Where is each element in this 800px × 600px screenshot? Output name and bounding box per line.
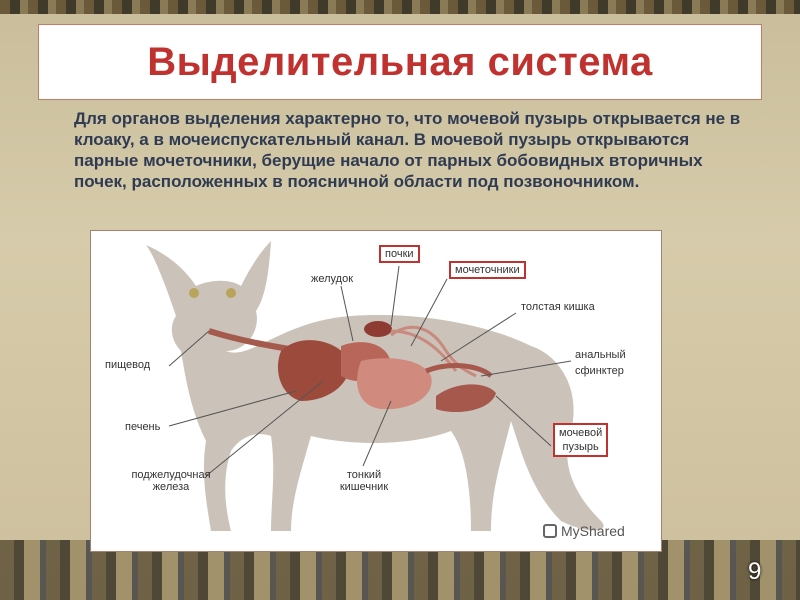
label-ureters: мочеточники — [449, 261, 526, 279]
label-small-intestine-1: тонкий — [346, 469, 382, 481]
description-paragraph: Для органов выделения характерно то, что мочевой пузырь открывается не в клоаку, а в мочеиспускательный канал. В мочевой пузырь открываются парные мочеточники, берущие начало от парных бобовидных вторичных почек, расположенных в поясничной области под позвоночником. — [74, 109, 741, 191]
label-anal-sphincter-1: анальный — [575, 349, 626, 361]
page-number: 9 — [748, 558, 762, 585]
label-stomach: желудок — [311, 273, 354, 285]
label-liver: печень — [125, 421, 161, 433]
label-small-intestine-2: кишечник — [339, 481, 389, 493]
title-box — [38, 24, 762, 100]
watermark-icon — [543, 524, 557, 538]
label-anal-sphincter-2: сфинктер — [575, 365, 624, 377]
label-kidneys: почки — [379, 245, 420, 263]
label-esophagus: пищевод — [105, 359, 151, 371]
cat-illustration — [91, 231, 662, 552]
label-pancreas-1: поджелудочная — [131, 469, 211, 481]
decorative-top-border — [0, 0, 800, 14]
label-pancreas — [121, 469, 221, 493]
label-small-intestine — [329, 469, 399, 493]
watermark — [543, 523, 625, 539]
label-bladder-2: пузырь — [562, 441, 599, 453]
watermark-text: MyShared — [561, 523, 625, 539]
cat-anatomy-figure — [90, 230, 662, 552]
slide-title: Выделительная система — [147, 39, 653, 84]
label-large-intestine: толстая кишка — [521, 301, 595, 313]
label-bladder-1: мочевой — [559, 427, 603, 439]
label-pancreas-2: железа — [152, 481, 190, 493]
label-bladder — [553, 423, 608, 457]
